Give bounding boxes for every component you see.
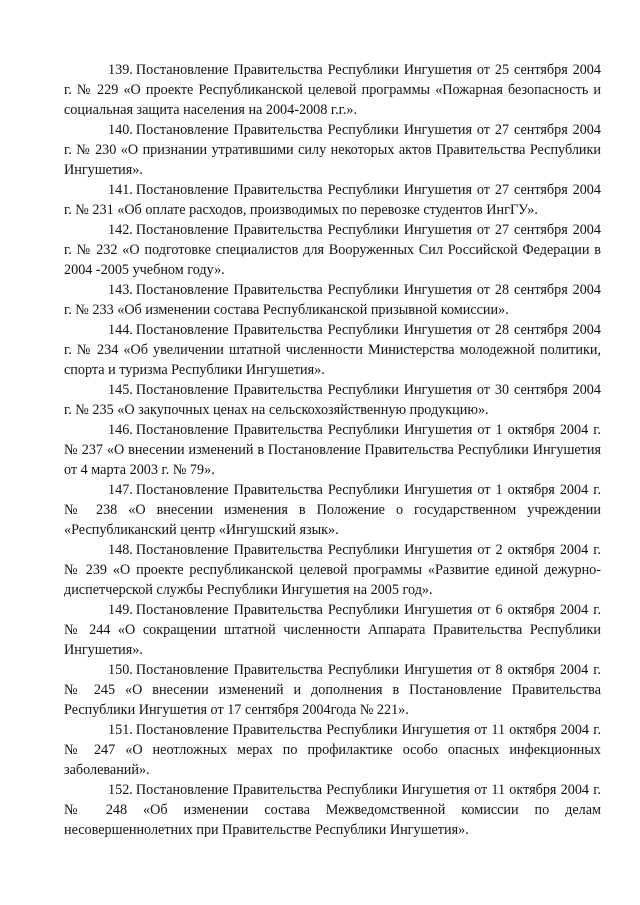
list-item xyxy=(64,540,601,600)
entry-number: 151. xyxy=(108,722,133,738)
list-item xyxy=(64,280,601,320)
entry-number: 140. xyxy=(108,122,133,138)
list-item xyxy=(64,320,601,380)
entry-number: 148. xyxy=(108,542,133,558)
list-item xyxy=(64,600,601,660)
entry-text: Постановление Правительства Республики Ингушетия от 6 октября 2004 г. № 244 «О сокращении штатной численности Аппарата Правительства Республики Ингушетия». xyxy=(64,602,601,658)
entry-text: Постановление Правительства Республики Ингушетия от 25 сентября 2004 г. № 229 «О проекте Республиканской целевой программы «Пожарная безопасность и социальная защита населения на 2004-2008 г.г.». xyxy=(64,62,601,118)
list-item xyxy=(64,380,601,420)
entry-text: Постановление Правительства Республики Ингушетия от 1 октября 2004 г. № 237 «О внесении изменений в Постановление Правительства Республики Ингушетия от 4 марта 2003 г. № 79». xyxy=(64,422,601,478)
list-item xyxy=(64,660,601,720)
list-item xyxy=(64,420,601,480)
entry-text: Постановление Правительства Республики Ингушетия от 1 октября 2004 г. № 238 «О внесении изменения в Положение о государственном учреждении «Республиканский центр «Ингушский язык». xyxy=(64,482,601,538)
list-item xyxy=(64,220,601,280)
entry-text: Постановление Правительства Республики Ингушетия от 30 сентября 2004 г. № 235 «О закупочных ценах на сельскохозяйственную продукцию». xyxy=(64,382,601,418)
list-item xyxy=(64,60,601,120)
entry-text: Постановление Правительства Республики Ингушетия от 2 октября 2004 г. № 239 «О проекте республиканской целевой программы «Развитие единой дежурно-диспетчерской службы Республики Ингушетия на 2005 год». xyxy=(64,542,601,598)
entry-number: 141. xyxy=(108,182,133,198)
list-item xyxy=(64,480,601,540)
entry-number: 152. xyxy=(108,782,133,798)
entry-number: 150. xyxy=(108,662,133,678)
entry-text: Постановление Правительства Республики Ингушетия от 27 сентября 2004 г. № 230 «О признании утратившими силу некоторых актов Правительства Республики Ингушетия». xyxy=(64,122,601,178)
document-page xyxy=(64,60,601,840)
entry-text: Постановление Правительства Республики Ингушетия от 27 сентября 2004 г. № 232 «О подготовке специалистов для Вооруженных Сил Российской Федерации в 2004 -2005 учебном году». xyxy=(64,222,601,278)
entry-text: Постановление Правительства Республики Ингушетия от 28 сентября 2004 г. № 233 «Об изменении состава Республиканской призывной комиссии». xyxy=(64,282,601,318)
entry-text: Постановление Правительства Республики Ингушетия от 8 октября 2004 г. № 245 «О внесении изменений и дополнения в Постановление Правительства Республики Ингушетия от 17 сентября 2004года № 221». xyxy=(64,662,601,718)
entry-number: 145. xyxy=(108,382,133,398)
list-item xyxy=(64,120,601,180)
entry-text: Постановление Правительства Республики Ингушетия от 11 октября 2004 г. № 248 «Об изменении состава Межведомственной комиссии по делам несовершеннолетних при Правительстве Республики Ингушетия». xyxy=(64,782,601,838)
list-item xyxy=(64,720,601,780)
entry-number: 149. xyxy=(108,602,133,618)
entry-number: 143. xyxy=(108,282,133,298)
entry-number: 139. xyxy=(108,62,133,78)
entry-text: Постановление Правительства Республики Ингушетия от 11 октября 2004 г. № 247 «О неотложных мерах по профилактике особо опасных инфекционных заболеваний». xyxy=(64,722,601,778)
entry-text: Постановление Правительства Республики Ингушетия от 28 сентября 2004 г. № 234 «Об увеличении штатной численности Министерства молодежной политики, спорта и туризма Республики Ингушетия». xyxy=(64,322,601,378)
entry-text: Постановление Правительства Республики Ингушетия от 27 сентября 2004 г. № 231 «Об оплате расходов, производимых по перевозке студентов ИнгГУ». xyxy=(64,182,601,218)
entry-number: 144. xyxy=(108,322,133,338)
entry-number: 142. xyxy=(108,222,133,238)
list-item xyxy=(64,780,601,840)
entry-number: 147. xyxy=(108,482,133,498)
list-item xyxy=(64,180,601,220)
entry-number: 146. xyxy=(108,422,133,438)
